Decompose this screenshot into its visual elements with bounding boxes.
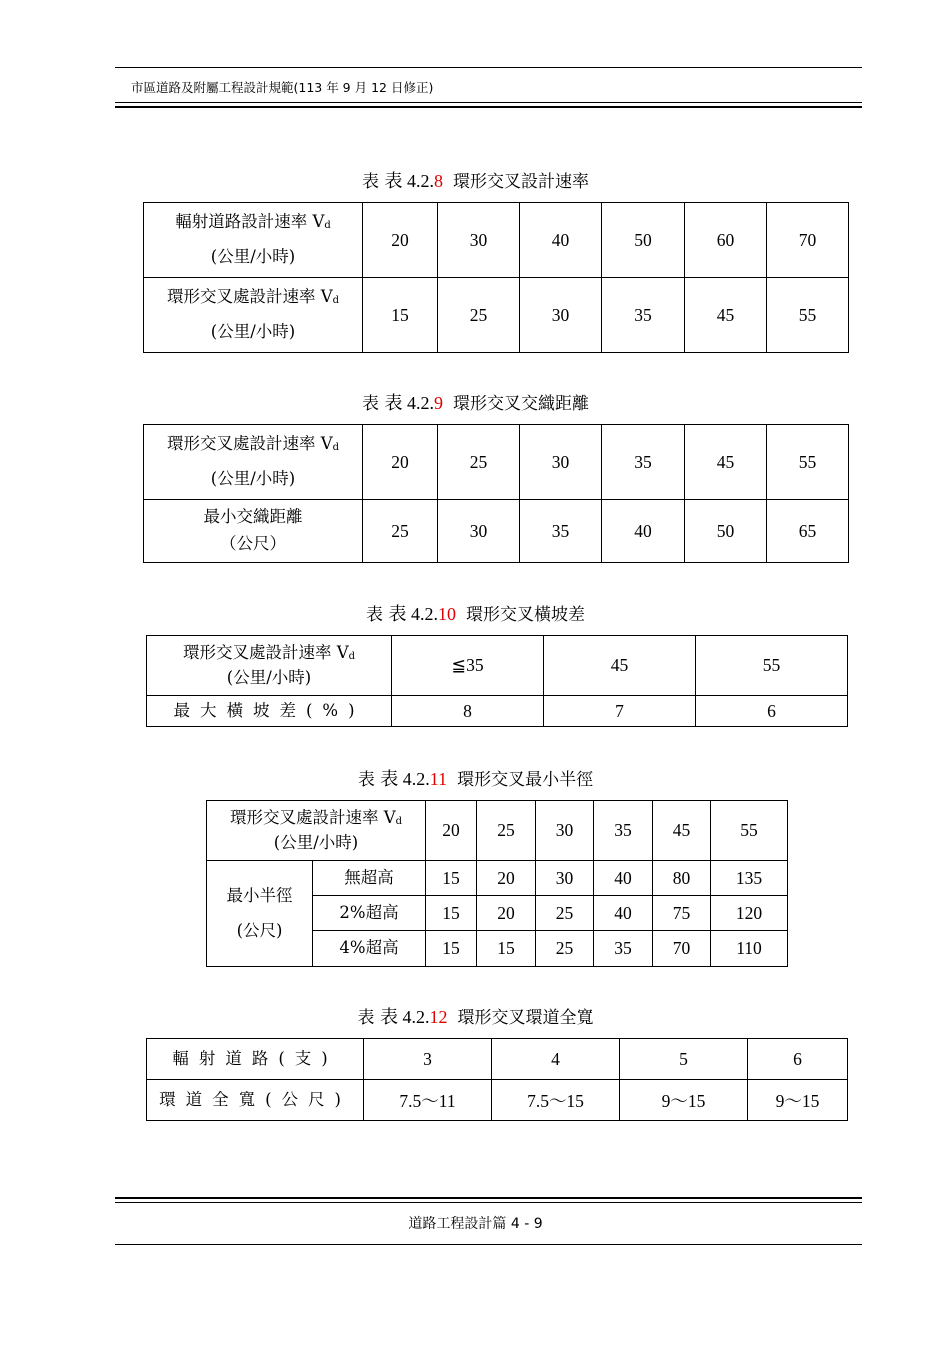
row-label xyxy=(147,636,392,696)
table-cell: 20 xyxy=(426,801,477,861)
header-rule xyxy=(115,67,862,68)
table-number: 11 xyxy=(429,769,448,789)
table-prefix: 表 4.2. xyxy=(384,171,434,191)
table-cell: 20 xyxy=(477,861,536,896)
table-cell: 55 xyxy=(696,636,848,696)
table-cell: 70 xyxy=(653,931,711,967)
min-radius-table xyxy=(206,800,788,967)
table-cell: 20 xyxy=(363,203,438,278)
table-prefix: 表 4.2. xyxy=(388,604,438,624)
header-rule xyxy=(115,102,862,103)
row-label xyxy=(144,278,363,353)
table-cell: 15 xyxy=(426,931,477,967)
row-label: 輻射道路(支) xyxy=(147,1039,364,1080)
table-prefix: 表 xyxy=(366,605,389,625)
table-cell: 110 xyxy=(711,931,788,967)
table-cell: 15 xyxy=(426,861,477,896)
subscript: d xyxy=(348,650,356,662)
table-title: 環形交叉環道全寬 xyxy=(457,1008,594,1028)
subscript: d xyxy=(332,442,340,454)
table-cell: 35 xyxy=(602,278,685,353)
table-row xyxy=(144,500,849,563)
table-cell: 65 xyxy=(767,500,849,563)
table-cell: 6 xyxy=(696,696,848,727)
ring-width-table xyxy=(146,1038,848,1121)
table-cell: 50 xyxy=(685,500,767,563)
table-row xyxy=(144,425,849,500)
table-prefix: 表 xyxy=(357,1008,380,1028)
table-cell: 7 xyxy=(544,696,696,727)
table-title: 環形交叉設計速率 xyxy=(452,172,589,192)
table-cell: 9～15 xyxy=(620,1080,748,1121)
table-number: 12 xyxy=(429,1007,448,1027)
table-cell: 25 xyxy=(438,425,520,500)
label-unit: (公里/小時) xyxy=(210,469,296,488)
table-prefix: 表 xyxy=(357,770,381,790)
subscript: d xyxy=(332,295,340,307)
subscript: d xyxy=(395,815,403,827)
footer-rule xyxy=(115,1244,862,1245)
table-cell: 15 xyxy=(363,278,438,353)
table-cell: 75 xyxy=(653,896,711,931)
table-cell: 30 xyxy=(520,425,602,500)
table-cell: 40 xyxy=(594,896,653,931)
label-text: 最小交織距離 xyxy=(203,507,303,527)
table-prefix: 表 4.2. xyxy=(384,393,434,413)
table-cell: 135 xyxy=(711,861,788,896)
table-prefix: 表 xyxy=(362,394,385,414)
table-title: 環形交叉交織距離 xyxy=(452,394,589,414)
table-cell: 35 xyxy=(594,931,653,967)
table-prefix: 表 4.2. xyxy=(379,1007,430,1027)
table-cell: 55 xyxy=(767,425,849,500)
row-label xyxy=(144,203,363,278)
table-cell: 80 xyxy=(653,861,711,896)
footer-rule xyxy=(115,1202,862,1203)
table-cell: 7.5～11 xyxy=(364,1080,492,1121)
row-label xyxy=(207,801,426,861)
table-prefix: 表 4.2. xyxy=(380,769,430,789)
page-footer: 道路工程設計篇 4 - 9 xyxy=(408,1216,543,1232)
header-rule xyxy=(115,106,862,108)
table-cell: 35 xyxy=(602,425,685,500)
label-text: 最小半徑 xyxy=(226,885,293,905)
table-cell: 55 xyxy=(711,801,788,861)
group-label xyxy=(207,861,313,967)
table-cell: 20 xyxy=(477,896,536,931)
table-prefix: 表 xyxy=(362,172,385,192)
label-unit: (公里/小時) xyxy=(226,667,312,687)
table-row xyxy=(144,203,849,278)
table-cell: 15 xyxy=(426,896,477,931)
table-cell: 30 xyxy=(536,861,594,896)
row-label xyxy=(144,500,363,563)
table-row xyxy=(147,1039,848,1080)
table-number: 9 xyxy=(433,393,443,413)
label-text: 環形交叉處設計速率 V xyxy=(229,807,396,827)
table-cell: 20 xyxy=(363,425,438,500)
table-cell: 25 xyxy=(536,896,594,931)
table-cell: 3 xyxy=(364,1039,492,1080)
row-label: 無超高 xyxy=(313,861,426,896)
table-cell: ≦35 xyxy=(392,636,544,696)
table-row xyxy=(147,636,848,696)
table-cell: 6 xyxy=(748,1039,848,1080)
table-cell: 25 xyxy=(477,801,536,861)
table-cell: 60 xyxy=(685,203,767,278)
table-cell: 45 xyxy=(653,801,711,861)
table-caption xyxy=(0,389,951,415)
table-cell: 40 xyxy=(520,203,602,278)
cross-slope-table xyxy=(146,635,848,727)
label-text: 輻射道路設計速率 V xyxy=(175,212,325,232)
table-cell: 70 xyxy=(767,203,849,278)
table-cell: 30 xyxy=(520,278,602,353)
page-header: 市區道路及附屬工程設計規範(113 年 9 月 12 日修正) xyxy=(131,80,434,95)
footer-rule xyxy=(115,1197,862,1199)
table-row xyxy=(147,696,848,727)
row-label: 4%超高 xyxy=(313,931,426,967)
row-label: 最大橫坡差(%) xyxy=(147,696,392,727)
table-cell: 40 xyxy=(602,500,685,563)
table-cell: 5 xyxy=(620,1039,748,1080)
table-cell: 8 xyxy=(392,696,544,727)
table-cell: 45 xyxy=(544,636,696,696)
weaving-distance-table xyxy=(143,424,849,563)
label-unit: (公尺) xyxy=(236,920,283,940)
table-number: 8 xyxy=(433,171,443,191)
table-title: 環形交叉橫坡差 xyxy=(465,605,585,625)
table-number: 10 xyxy=(437,604,456,624)
row-label: 環道全寬(公尺) xyxy=(147,1080,364,1121)
table-cell: 25 xyxy=(363,500,438,563)
table-cell: 45 xyxy=(685,278,767,353)
design-speed-table xyxy=(143,202,849,353)
table-row xyxy=(207,801,788,861)
table-caption xyxy=(0,600,951,626)
table-row xyxy=(207,861,788,896)
table-cell: 35 xyxy=(520,500,602,563)
table-cell: 35 xyxy=(594,801,653,861)
table-cell: 4 xyxy=(492,1039,620,1080)
label-unit: （公尺） xyxy=(220,534,286,553)
table-row xyxy=(144,278,849,353)
table-cell: 45 xyxy=(685,425,767,500)
subscript: d xyxy=(324,220,331,232)
label-unit: (公里/小時) xyxy=(273,832,359,852)
table-cell: 30 xyxy=(438,500,520,563)
row-label xyxy=(144,425,363,500)
table-caption xyxy=(0,1003,951,1029)
table-cell: 25 xyxy=(438,278,520,353)
table-cell: 55 xyxy=(767,278,849,353)
table-title: 環形交叉最小半徑 xyxy=(457,770,594,790)
row-label: 2%超高 xyxy=(313,896,426,931)
table-cell: 25 xyxy=(536,931,594,967)
table-cell: 30 xyxy=(536,801,594,861)
table-cell: 9～15 xyxy=(748,1080,848,1121)
label-unit: (公里/小時) xyxy=(210,247,296,266)
label-unit: (公里/小時) xyxy=(210,322,296,341)
table-row xyxy=(147,1080,848,1121)
label-text: 環形交叉處設計速率 V xyxy=(166,287,333,307)
table-caption xyxy=(0,765,951,791)
table-cell: 50 xyxy=(602,203,685,278)
label-text: 環形交叉處設計速率 V xyxy=(182,642,349,662)
table-cell: 30 xyxy=(438,203,520,278)
table-cell: 40 xyxy=(594,861,653,896)
table-cell: 120 xyxy=(711,896,788,931)
label-text: 環形交叉處設計速率 V xyxy=(166,434,333,454)
table-caption xyxy=(0,167,951,193)
table-cell: 7.5～15 xyxy=(492,1080,620,1121)
table-cell: 15 xyxy=(477,931,536,967)
